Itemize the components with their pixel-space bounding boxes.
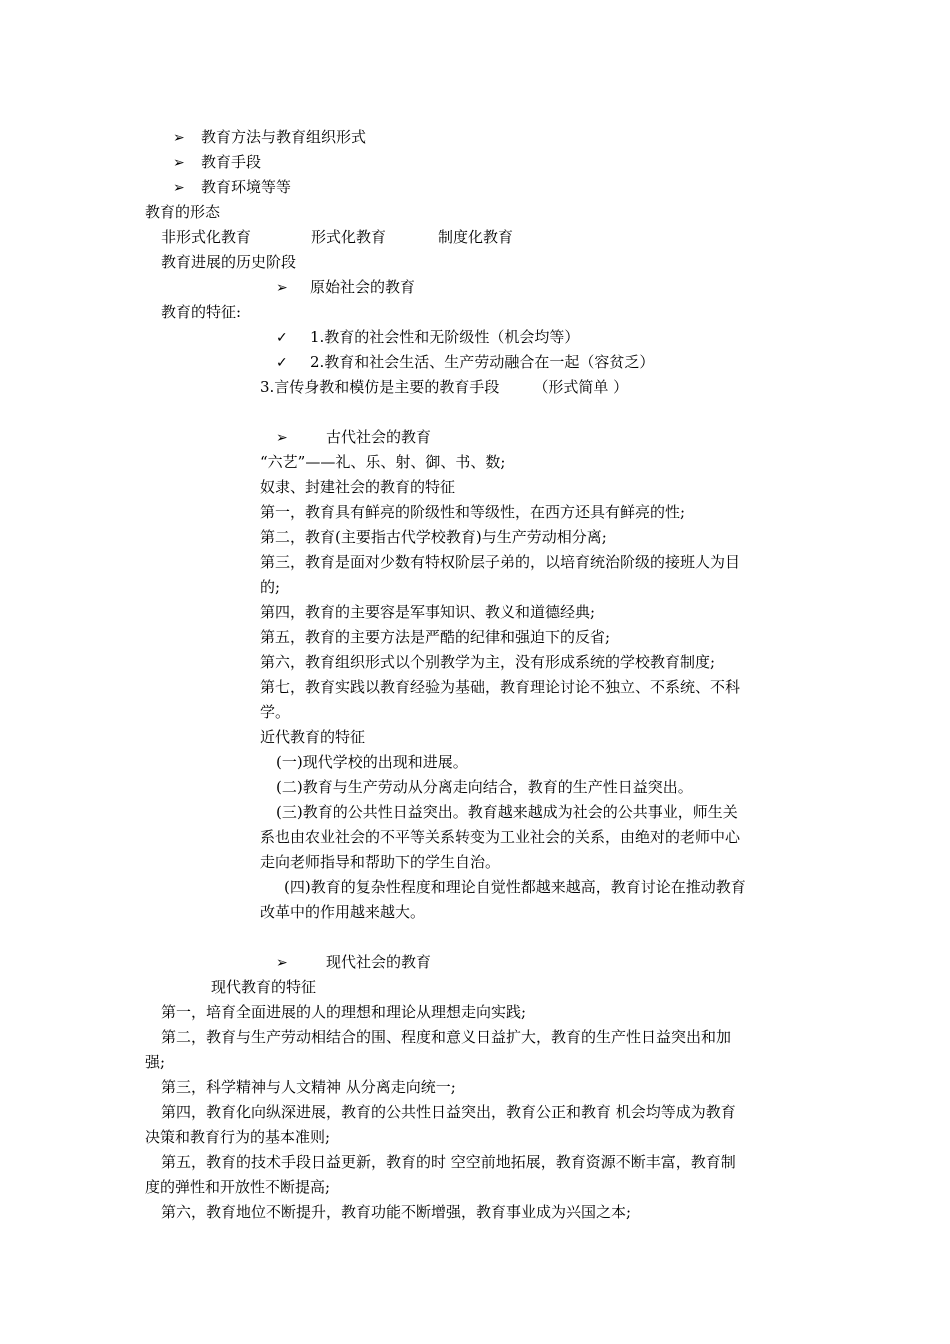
list-item	[173, 177, 291, 198]
paragraph-line: 决策和教育行为的基本准则;	[145, 1128, 331, 1146]
arrow-bullet-icon: ➢	[276, 430, 288, 446]
paragraph-line: 第四，教育化向纵深进展，教育的公共性日益突出，教育公正和教育 机会均等成为教育	[161, 1103, 736, 1121]
paragraph-line: 第五，教育的主要方法是严酷的纪律和强迫下的反省;	[260, 628, 611, 646]
paragraph-line: 强;	[145, 1053, 166, 1071]
paragraph-line: 现代教育的特征	[211, 978, 317, 996]
paragraph-line: 系也由农业社会的不平等关系转变为工业社会的关系，由绝对的老师中心	[260, 828, 741, 846]
paragraph-line: 第六，教育地位不断提升，教育功能不断增强，教育事业成为兴国之本;	[161, 1203, 632, 1221]
section-heading: 教育进展的历史阶段	[161, 253, 297, 271]
paragraph-line: 度的弹性和开放性不断提高;	[145, 1178, 331, 1196]
paragraph-line: 奴隶、封建社会的教育的特征	[260, 478, 456, 496]
form-item: 非形式化教育	[161, 228, 252, 246]
arrow-bullet-icon: ➢	[276, 955, 288, 971]
arrow-bullet-icon: ➢	[173, 155, 185, 171]
list-item-text: 教育手段	[201, 153, 262, 171]
form-item: 制度化教育	[438, 228, 514, 246]
paragraph-line: (四)教育的复杂性程度和理论自觉性都越来越高，教育讨论在推动教育	[284, 878, 746, 896]
feature-item: 3.言传身教和模仿是主要的教育手段 （形式简单 ）	[260, 378, 629, 396]
paragraph-line: 改革中的作用越来越大。	[260, 903, 426, 921]
paragraph-line: 第三，教育是面对少数有特权阶层子弟的，以培育统治阶级的接班人为目	[260, 553, 741, 571]
paragraph-line: 走向老师指导和帮助下的学生自治。	[260, 853, 501, 871]
arrow-bullet-icon: ➢	[173, 130, 185, 146]
paragraph-line: 近代教育的特征	[260, 728, 366, 746]
paragraph-line: 第六，教育组织形式以个别教学为主，没有形成系统的学校教育制度;	[260, 653, 716, 671]
features-label: 教育的特征:	[161, 303, 242, 321]
forms-row	[161, 227, 513, 247]
paragraph-line: 第二，教育与生产劳动相结合的围、程度和意义日益扩大，教育的生产性日益突出和加	[161, 1028, 732, 1046]
paragraph-line: 第三，科学精神与人文精神 从分离走向统一;	[161, 1078, 456, 1096]
form-item: 形式化教育	[311, 228, 387, 246]
checkmark-icon: ✓	[276, 355, 288, 371]
list-item	[173, 152, 261, 173]
list-item	[173, 127, 366, 148]
paragraph-line: 第四，教育的主要容是军事知识、教义和道德经典;	[260, 603, 596, 621]
paragraph-line: (三)教育的公共性日益突出。教育越来越成为社会的公共事业，师生关	[276, 803, 738, 821]
arrow-bullet-icon: ➢	[173, 180, 185, 196]
paragraph-line: 第一，培育全面进展的人的理想和理论从理想走向实践;	[161, 1003, 527, 1021]
subsection-title: ➢ 原始社会的教育	[276, 278, 416, 296]
paragraph-line: 第二，教育(主要指古代学校教育)与生产劳动相分离;	[260, 528, 607, 546]
feature-item: ✓ 2.教育和社会生活、生产劳动融合在一起（容贫乏）	[276, 353, 655, 371]
feature-item: ✓ 1.教育的社会性和无阶级性（机会均等）	[276, 328, 580, 346]
paragraph-line: (一)现代学校的出现和进展。	[276, 753, 468, 771]
list-item-text: 教育方法与教育组织形式	[201, 128, 367, 146]
section-heading: 教育的形态	[145, 203, 221, 221]
paragraph-line: 的;	[260, 578, 281, 596]
paragraph-line: 学。	[260, 703, 291, 721]
subsection-title: ➢ 现代社会的教育	[276, 953, 432, 971]
paragraph-line: 第七，教育实践以教育经验为基础，教育理论讨论不独立、不系统、不科	[260, 678, 741, 696]
paragraph-line: (二)教育与生产劳动从分离走向结合，教育的生产性日益突出。	[276, 778, 693, 796]
paragraph-line: 第一，教育具有鲜亮的阶级性和等级性，在西方还具有鲜亮的性;	[260, 503, 686, 521]
list-item-text: 教育环境等等	[201, 178, 292, 196]
subsection-title: ➢ 古代社会的教育	[276, 428, 432, 446]
paragraph-line: “六艺”——礼、乐、射、御、书、数;	[260, 453, 506, 471]
paragraph-line: 第五，教育的技术手段日益更新，教育的时 空空前地拓展，教育资源不断丰富，教育制	[161, 1153, 736, 1171]
checkmark-icon: ✓	[276, 330, 288, 346]
arrow-bullet-icon: ➢	[276, 280, 288, 296]
